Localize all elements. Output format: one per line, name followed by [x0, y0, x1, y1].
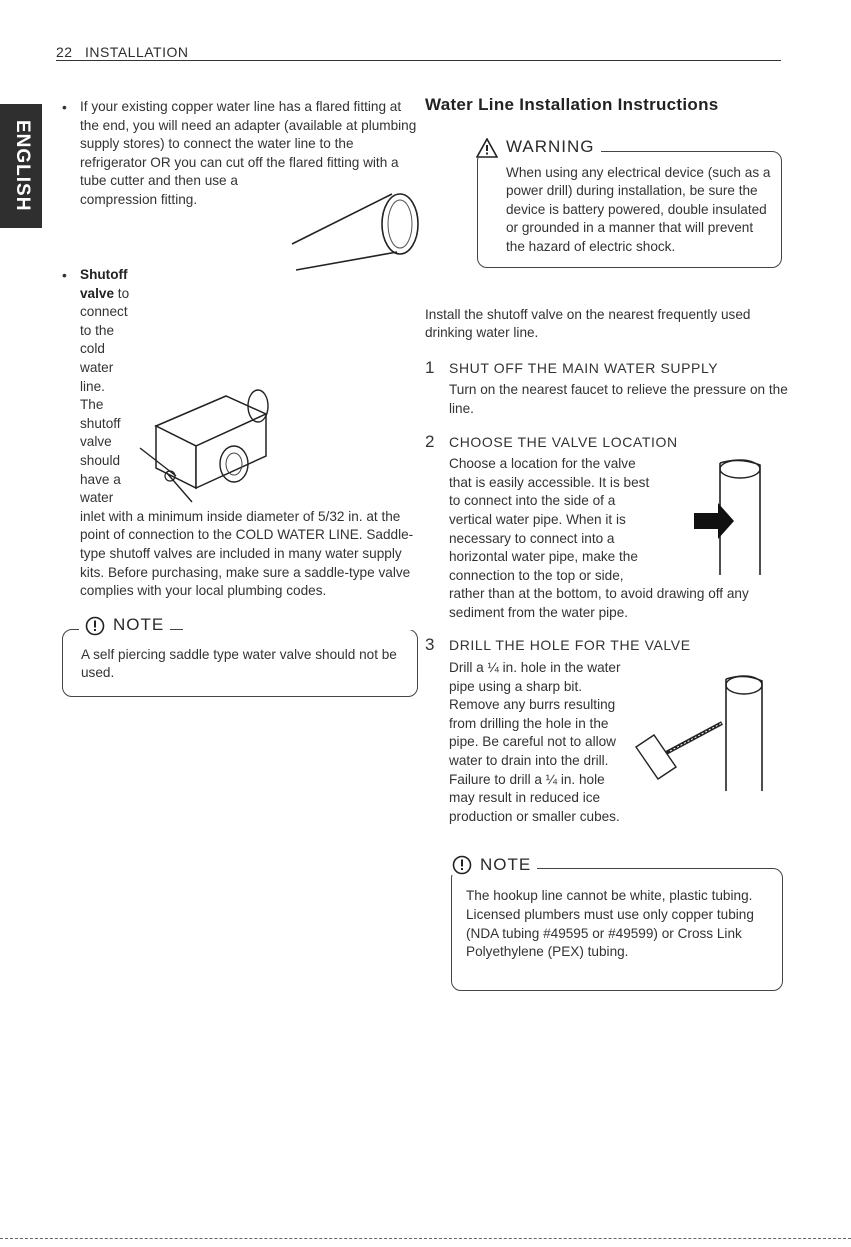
- note-text-left: A self piercing saddle type water valve should not be used.: [81, 646, 397, 681]
- step-body: [449, 455, 790, 622]
- step-body: [449, 659, 790, 826]
- tube-fitting-illustration: [282, 174, 422, 274]
- note-heading-left: [79, 616, 170, 636]
- page-bottom-edge: [0, 1238, 851, 1239]
- warning-icon: [476, 138, 498, 158]
- section-heading: Water Line Installation Instructions: [425, 95, 719, 114]
- step-heading: CHOOSE THE VALVE LOCATION: [449, 433, 678, 450]
- section-title: INSTALLATION: [84, 44, 189, 60]
- step-2: [425, 433, 790, 623]
- right-column: [425, 96, 790, 991]
- note-heading-right: [446, 855, 537, 875]
- vertical-pipe-arrow-illustration: [658, 455, 778, 579]
- step-heading: DRILL THE HOLE FOR THE VALVE: [449, 637, 691, 654]
- step-number: 2: [425, 431, 435, 451]
- shutoff-valve-text: to connect to the cold water line. The shutoff valve should have a water inlet with a minimum inside diameter of 5/32 in. at the point of connection to the COLD WATER LINE. Saddle-type shutoff valves are included in many water supply kits. Before purchasing, make sure a saddle-type valve complies with your local plumbing codes.: [80, 285, 414, 599]
- bullet-flared-fitting-text: If your existing copper water line has a flared fitting at the end, you will need an adapter (available at plumbing supply stores) to connect the water line to the refrigerator OR you can cut off the flared fitting with a tube cutter and then use a compression fitting.: [80, 99, 417, 207]
- note-box-left-line: [183, 629, 417, 630]
- note-box-left: [62, 615, 418, 697]
- bullet-shutoff-valve: [62, 266, 422, 601]
- step-number: 1: [425, 357, 435, 377]
- warning-heading: [470, 138, 601, 158]
- bullet-flared-fitting: [62, 98, 422, 264]
- note-icon: [452, 855, 472, 875]
- page-number: 22: [56, 44, 73, 60]
- step-body: Turn on the nearest faucet to relieve the pressure on the line.: [449, 382, 788, 416]
- note-box-right: [451, 855, 783, 990]
- language-tab: [0, 104, 42, 228]
- warning-text: When using any electrical device (such as a power drill) during installation, be sure the device is battery powered, double insulated or grounded in a manner that will prevent the hazard of electric shock.: [506, 164, 771, 254]
- step-heading: SHUT OFF THE MAIN WATER SUPPLY: [449, 359, 719, 376]
- note-icon: [85, 616, 105, 636]
- note-text-right: The hookup line cannot be white, plastic tubing. Licensed plumbers must use only copper tubing (NDA tubing #49595 or #49599) or Cross Link Polyethylene (PEX) tubing.: [466, 888, 754, 960]
- language-tab-label: ENGLISH: [12, 120, 33, 212]
- step-body-text: Drill a ¼ in. hole in the water pipe using a sharp bit. Remove any burrs resulting from drilling the hole in the pipe. Be careful not to allow water to drain into the drill. Failure to drill a ¼ in. hole may result in reduced ice production or smaller cubes.: [449, 660, 621, 824]
- drill-pipe-illustration: [630, 667, 780, 791]
- saddle-valve-illustration: [136, 376, 276, 506]
- page-header: [56, 44, 781, 61]
- warning-box: [477, 137, 782, 268]
- step-body-text: Choose a location for the valve that is easily accessible. It is best to connect into the side of a vertical water pipe. When it is necessary to connect into a horizontal water pipe, make the connection to the top or side, rather than at the bottom, to avoid drawing off any sediment from the water pipe.: [449, 456, 749, 620]
- step-number: 3: [425, 635, 435, 655]
- note-title-right: NOTE: [480, 855, 532, 875]
- step-3: [425, 636, 790, 826]
- intro-text: Install the shutoff valve on the nearest frequently used drinking water line.: [425, 306, 751, 341]
- shutoff-valve-label: Shutoff valve: [80, 267, 128, 301]
- left-column: [62, 98, 422, 697]
- note-title-left: NOTE: [113, 615, 165, 635]
- warning-title: WARNING: [506, 137, 595, 157]
- step-1: [425, 359, 790, 419]
